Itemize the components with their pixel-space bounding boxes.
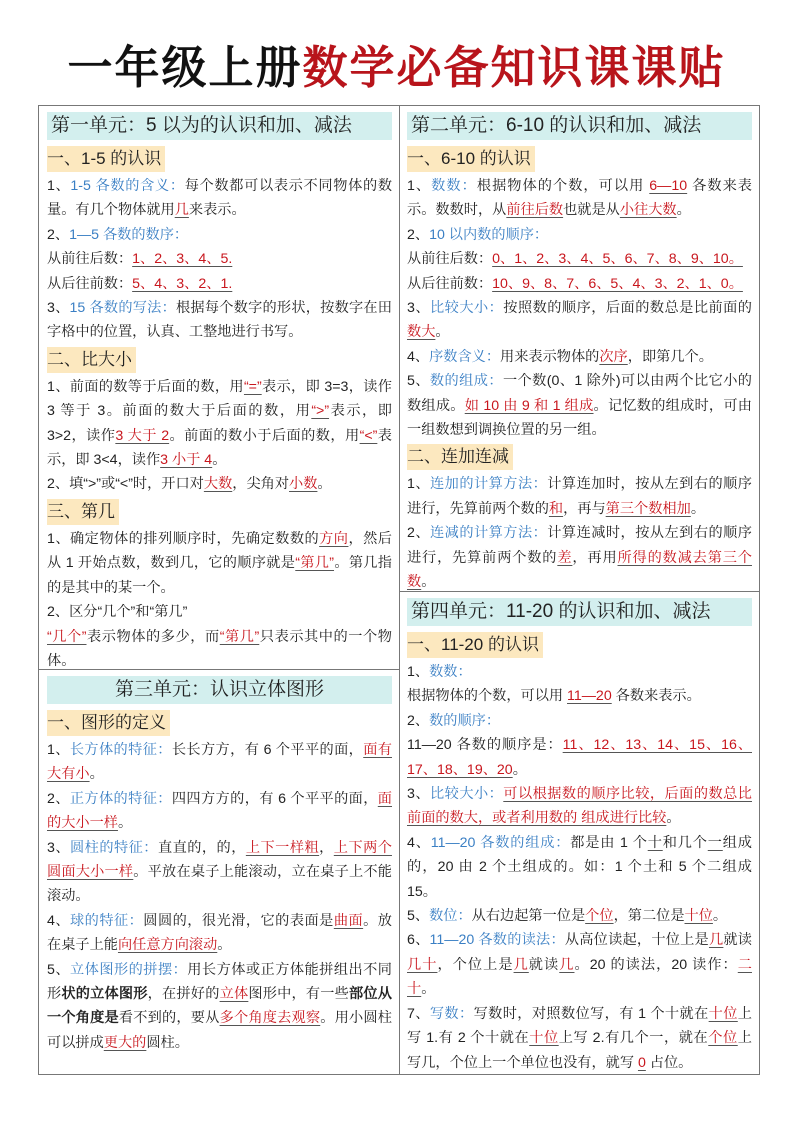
text: 从前往后数： [47, 251, 133, 268]
topic-label: 正方体的特征： [69, 790, 172, 807]
text: 4、 [407, 348, 430, 365]
text: 。 [317, 476, 332, 493]
topic-label: 比较大小： [430, 300, 504, 317]
text: 只表示其中的一个物体。 [47, 628, 392, 669]
unit-1-title: 第一单元：5 以为的认识和加、减法 [47, 112, 392, 140]
answer-underlined: 10、9、8、7、6、5、4、3、2、1、0。 [492, 275, 743, 292]
topic-label: 1-5 各数的含义： [70, 178, 185, 194]
knowledge-point [47, 600, 392, 624]
text: 四四方方的，有 6 个平平的面， [171, 790, 378, 807]
section-header-row [407, 630, 752, 660]
answer-underlined: 小往大数 [619, 202, 677, 219]
section-header: 三、第几 [47, 499, 119, 525]
text: 。 [512, 761, 527, 778]
section-header: 二、连加连减 [407, 444, 513, 470]
knowledge-point [47, 174, 392, 223]
text: 都是由 1 个 [570, 834, 648, 851]
text: 。 [89, 766, 104, 783]
text: 各数来表示。数数时，从 [407, 178, 752, 219]
knowledge-point [407, 223, 752, 247]
underlined-text: 十 [647, 834, 663, 851]
answer-underlined: 曲面 [333, 912, 364, 929]
answer-underlined: 方向 [319, 530, 349, 547]
knowledge-point [407, 174, 752, 223]
answer-underlined: “<” [359, 427, 378, 444]
topic-label: 10 以内数的顺序： [429, 226, 549, 243]
answer-underlined: 可以根据数的顺序比较，后面的数总比前面的数大，或者利用数的 组成进行比较 [407, 786, 752, 827]
text: 。 [212, 452, 227, 469]
knowledge-point [407, 1002, 752, 1074]
text: 5、 [47, 961, 71, 978]
answer-underlined: 几 [174, 202, 189, 219]
answer-underlined: 1、2、3、4、5. [132, 251, 233, 268]
text: 和几个 [662, 834, 708, 851]
text: 。 [117, 815, 133, 832]
text: 从高位读起，十位上是 [564, 932, 709, 949]
answer-underlined: 十位 [684, 908, 713, 925]
answer-underlined: “几个” [47, 628, 87, 645]
text: 2、区分“几个”和“第几” [47, 604, 188, 621]
answer-underlined: 更大的 [103, 1034, 147, 1051]
knowledge-point [47, 472, 392, 496]
answer-underlined: 上下一样粗 [245, 839, 320, 856]
knowledge-point [47, 375, 392, 473]
answer-underlined: 面有大有小 [47, 742, 392, 783]
answer-underlined: 所得的数减去第三个数 [407, 549, 752, 591]
text: 2、 [407, 525, 431, 542]
text: 1、确定物体的排列顺序时，先确定数数的 [47, 530, 320, 547]
text: 5、 [407, 908, 430, 925]
text: 2、 [407, 226, 430, 243]
text: 7、 [407, 1005, 430, 1022]
topic-label: 立体图形的拼摆： [70, 961, 188, 978]
text: 1、 [407, 178, 432, 194]
answer-underlined: 如 10 由 9 和 1 组成 [464, 397, 594, 414]
answer-underlined: 3 小于 4 [160, 452, 213, 469]
knowledge-point [407, 247, 752, 271]
unit-4-panel [399, 591, 759, 1074]
answer-underlined: 几十 [407, 956, 438, 973]
answer-underlined: “>” [311, 403, 330, 420]
text: 3、 [47, 839, 71, 856]
text: 写数时，对照数位写，有 1 个十就在 [473, 1005, 709, 1022]
text: 从后往前数： [407, 275, 493, 292]
text: ，在拼好的 [147, 986, 220, 1003]
knowledge-point [47, 296, 392, 345]
knowledge-point [407, 928, 752, 1001]
text: 长长方方，有 6 个平平的面， [171, 742, 364, 758]
text: 。平放在桌子上能滚动，立在桌子上不能滚动。 [47, 864, 392, 905]
answer-underlined: “=” [243, 378, 262, 395]
text: 按照数的顺序，后面的数总是比前面的 [503, 300, 752, 317]
text: 1、 [47, 178, 71, 194]
unit-3-panel [39, 669, 399, 1074]
text: 从后往前数： [47, 275, 133, 292]
knowledge-point [47, 272, 392, 296]
left-column [39, 106, 400, 1074]
section-header-row [407, 442, 752, 472]
text: 3、 [407, 786, 431, 803]
knowledge-point [407, 831, 752, 904]
bold-text: 状的立体图形 [61, 986, 148, 1003]
text: 来表示。 [188, 202, 246, 219]
unit-3-title: 第三单元：认识立体图形 [47, 676, 392, 704]
answer-underlined: 上下两个圆面大小一样 [47, 839, 392, 881]
text: ，第二位是 [613, 908, 685, 925]
answer-underlined: 十位 [708, 1005, 738, 1022]
section-header-row [47, 497, 392, 527]
text: 占位。 [645, 1054, 693, 1071]
unit-2-title: 第二单元：6-10 的认识和加、减法 [407, 112, 752, 140]
content-frame [38, 105, 760, 1075]
text: ，即第几个。 [627, 348, 713, 365]
text: 2、 [47, 226, 70, 243]
section-header-row [47, 708, 392, 738]
text: 2、 [407, 712, 430, 729]
text: 4、 [47, 912, 71, 929]
title-black-part: 一年级上册 [67, 43, 303, 93]
knowledge-point [47, 625, 392, 670]
knowledge-point [47, 247, 392, 271]
unit-4-title: 第四单元：11-20 的认识和加、减法 [407, 598, 752, 626]
underlined-text: 一 [707, 834, 723, 851]
section-header-row [47, 345, 392, 375]
topic-label: 写数： [429, 1005, 474, 1022]
text: 各数来表示。 [611, 688, 701, 705]
text: 计算连加时，按从左到右的顺序进行，先算前两个数的 [407, 476, 752, 517]
answer-underlined: 向任意方向滚动 [117, 937, 218, 954]
answer-underlined: 立体 [219, 986, 249, 1003]
knowledge-point [407, 660, 752, 684]
text: 表示，即 3<4，读作 [47, 427, 392, 469]
topic-label: 15 各数的写法： [69, 300, 176, 317]
text: 就读 [528, 956, 560, 973]
text: 。用小圆柱可以拼成 [47, 1010, 392, 1051]
answer-underlined: 十位 [529, 1030, 559, 1047]
knowledge-point [47, 527, 392, 600]
text: 用来表示物体的 [500, 348, 600, 365]
section-header: 二、比大小 [47, 347, 136, 373]
text: 图形中，有一些 [248, 986, 349, 1003]
text: 。 [421, 981, 436, 998]
text: 表示，即 3>2，读作 [47, 403, 392, 444]
text: 上写 2.有几个一，就在 [558, 1030, 709, 1047]
knowledge-point [407, 684, 752, 708]
knowledge-point [407, 521, 752, 591]
answer-underlined: 个位 [585, 908, 614, 925]
unit-1-panel [39, 106, 399, 669]
topic-label: 11—20 各数的读法： [429, 932, 565, 949]
answer-underlined: 差 [557, 549, 573, 566]
text: 。 [666, 810, 681, 827]
section-header: 一、1-5 的认识 [47, 146, 165, 172]
topic-label: 连减的计算方法： [430, 525, 548, 542]
answer-underlined: 第三个数相加 [605, 500, 691, 517]
text: 2、 [47, 790, 70, 807]
knowledge-point [407, 272, 752, 296]
answer-underlined: 3 大于 2 [115, 427, 170, 444]
answer-underlined: 和 [548, 500, 564, 517]
unit-2-panel [399, 106, 759, 591]
knowledge-point [407, 472, 752, 521]
text: 。 [676, 202, 691, 219]
text: 从右边起第一位是 [471, 908, 586, 925]
answer-underlined: 个位 [708, 1030, 738, 1047]
text: 。 [435, 324, 450, 341]
answer-underlined: 大数 [203, 476, 233, 493]
text: 。记忆数的组成时，可由一组数想到调换位置的另一组。 [407, 397, 752, 439]
topic-label: 数的组成： [429, 373, 503, 390]
text: 。20 的读法，20 读作： [574, 956, 738, 973]
text: 也就是从 [563, 202, 620, 219]
title-red-part: 数学必备知识课课贴 [302, 43, 726, 93]
answer-underlined: 二十 [407, 956, 752, 998]
topic-label: 连加的计算方法： [430, 476, 548, 493]
text: 根据物体的个数，可以用 [407, 688, 568, 705]
answer-underlined: 几 [513, 956, 529, 973]
text: 11—20 各数的顺序是： [407, 737, 563, 754]
topic-label: 数数： [431, 178, 477, 194]
text: 计算连减时，按从左到右的顺序进行，先算前两个数的 [407, 525, 752, 566]
text: 。前面的数小于后面的数，用 [169, 427, 360, 444]
bold-text: 部位从一个角度是 [47, 986, 392, 1027]
text: 就读 [723, 932, 752, 949]
section-header: 一、11-20 的认识 [407, 632, 543, 658]
knowledge-point [47, 836, 392, 909]
text: 3、 [47, 300, 70, 317]
text: 。 [690, 500, 706, 517]
text: 上写 1.有 2 个十就在 [407, 1005, 752, 1047]
topic-label: 数数： [429, 664, 472, 680]
text: 。 [217, 937, 232, 954]
text: ，然后从 1 开始点数，数到几，它的顺序就是 [47, 530, 392, 572]
answer-underlined: “第几” [295, 555, 335, 572]
section-header-row [407, 144, 752, 174]
answer-underlined: 5、4、3、2、1. [132, 275, 233, 292]
answer-underlined: 面的大小一样 [47, 790, 392, 832]
text: 直直的，的， [157, 839, 246, 856]
answer-underlined: “第几” [219, 628, 260, 645]
section-header: 一、6-10 的认识 [407, 146, 535, 172]
answer-underlined: 数大 [407, 324, 436, 341]
text: 2、填“>”或“<”时，开口对 [47, 476, 204, 493]
text: ，再用 [572, 549, 618, 566]
text: 圆圆的，很光滑，它的表面是 [143, 912, 334, 929]
text: 1、 [407, 664, 430, 680]
text: 1、前面的数等于后面的数，用 [47, 378, 244, 395]
page-title [0, 38, 793, 98]
knowledge-point [407, 782, 752, 831]
answer-underlined: 几 [708, 932, 724, 949]
text: 每个数都可以表示不同物体的数量。有几个物体就用 [47, 178, 393, 219]
section-header: 一、图形的定义 [47, 710, 170, 736]
text: 1、 [47, 742, 70, 758]
knowledge-point [47, 223, 392, 247]
answer-underlined: 前往后数 [506, 202, 564, 219]
text: 一个数(0、1 除外)可以由两个比它小的数组成。 [407, 373, 752, 414]
topic-label: 圆柱的特征： [70, 839, 158, 856]
answer-underlined: 小数 [289, 476, 318, 493]
knowledge-point [407, 733, 752, 782]
answer-underlined: 11—20 [567, 688, 612, 705]
text: 5、 [407, 373, 430, 390]
answer-underlined: 6—10 [649, 178, 688, 194]
text: 上写几，个位上一个单位也没有，就写 [407, 1030, 752, 1071]
section-header-row [47, 144, 392, 174]
text: ， [319, 839, 334, 856]
knowledge-point [407, 345, 752, 369]
topic-label: 比较大小： [430, 786, 504, 803]
knowledge-point [407, 296, 752, 345]
knowledge-point [47, 909, 392, 958]
text: 。 [712, 908, 728, 925]
answer-underlined: 次序 [599, 348, 628, 365]
answer-underlined: 几 [559, 956, 575, 973]
text: 组成的，20 由 2 个土组成的。如：1 个土和 5 个二组成 15。 [407, 834, 752, 900]
text: 根据每个数字的形状，按数字在田字格中的位置，认真、工整地进行书写。 [47, 300, 392, 341]
text: 表示，即 3=3，读作 3 等于 3。前面的数大于后面的数，用 [47, 378, 392, 420]
text: 4、 [407, 834, 431, 851]
text: 3、 [407, 300, 431, 317]
answer-underlined: 多个角度去观察 [219, 1010, 321, 1027]
text: 。放在桌子上能 [47, 912, 392, 954]
answer-underlined: 0 [637, 1054, 646, 1071]
knowledge-point [407, 904, 752, 928]
text: 6、 [407, 932, 430, 949]
topic-label: 球的特征： [70, 912, 144, 929]
knowledge-point [407, 369, 752, 442]
topic-label: 数的顺序： [429, 712, 501, 729]
answer-underlined: 0、1、2、3、4、5、6、7、8、9、10。 [492, 251, 743, 268]
text: 。 [421, 574, 436, 591]
text: 圆柱。 [146, 1034, 189, 1051]
answer-underlined: 11、12、13、14、15、16、17、18、19、20 [407, 737, 752, 778]
text: 看不到的，要从 [118, 1010, 220, 1027]
text: 表示物体的多少，而 [86, 628, 220, 645]
knowledge-point [407, 709, 752, 733]
text: ，个位上是 [437, 956, 514, 973]
text: 用长方体或正方体能拼组出不同形 [47, 961, 392, 1003]
text: 从前往后数： [407, 251, 493, 268]
text: 。第几指的是其中的某一个。 [47, 555, 392, 596]
knowledge-point [47, 787, 392, 836]
topic-label: 数位： [429, 908, 472, 925]
topic-label: 长方体的特征： [69, 742, 172, 758]
text: 1、 [407, 476, 431, 493]
topic-label: 序数含义： [429, 348, 501, 365]
topic-label: 11—20 各数的组成： [430, 834, 571, 851]
knowledge-point [47, 958, 392, 1056]
topic-label: 1—5 各数的数序： [69, 226, 189, 243]
right-column [399, 106, 759, 1074]
text: ，尖角对 [232, 476, 290, 493]
text: 根据物体的个数，可以用 [476, 178, 650, 194]
text: ，再与 [563, 500, 606, 517]
knowledge-point [47, 738, 392, 787]
